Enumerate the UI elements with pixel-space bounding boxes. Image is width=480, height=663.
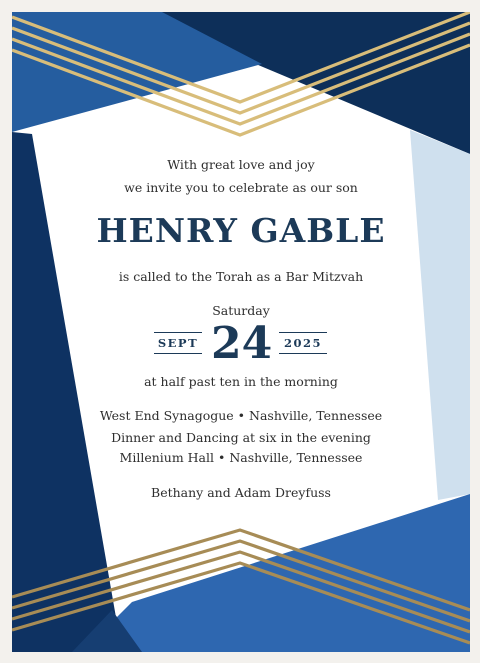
royal-bottom-band [82, 494, 470, 652]
reception-location: Millenium Hall • Nashville, Tennessee [119, 450, 363, 465]
date-day-number: 24 [211, 318, 273, 369]
invitation-card [12, 12, 470, 652]
greeting-line: With great love and joy [167, 157, 315, 172]
reception-line: Dinner and Dancing at six in the evening [111, 430, 371, 445]
ceremony-location: West End Synagogue • Nashville, Tennessee [99, 408, 383, 423]
time-line: at half past ten in the morning [144, 374, 338, 389]
day-of-week: Saturday [212, 303, 270, 318]
occasion-line: is called to the Torah as a Bar Mitzvah [118, 269, 364, 284]
date-month: SEPT [154, 332, 202, 354]
hosts-line: Bethany and Adam Dreyfuss [151, 485, 331, 500]
navy-left-panel [12, 132, 122, 652]
invite-line: we invite you to celebrate as our son [124, 180, 358, 195]
honoree-name: HENRY GABLE [96, 211, 386, 250]
date-year: 2025 [279, 332, 327, 354]
